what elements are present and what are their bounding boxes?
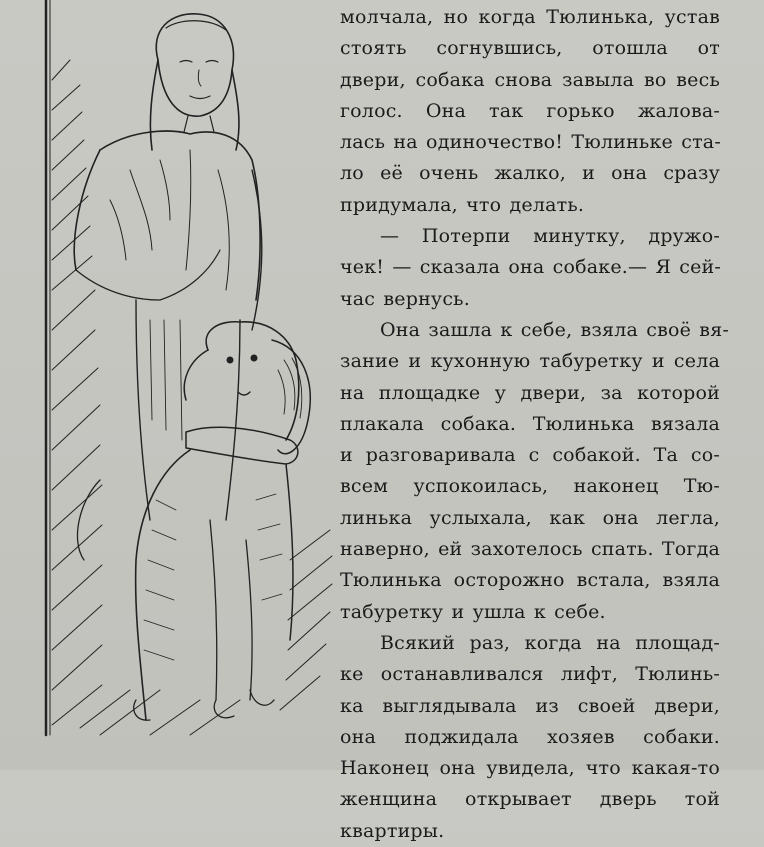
text-line: Она зашла к себе, взяла своё вя- [380, 318, 730, 341]
text-line: молчала, но когда Тюлинька, устав [340, 6, 720, 28]
text-line: Тюлинька осторожно встала, взяла [340, 569, 720, 592]
text-line: зание и кухонную табуретку и села [340, 350, 720, 373]
text-line: стоять согнувшись, отошла от [340, 37, 720, 60]
text-line: плакала собака. Тюлинька вязала [340, 412, 720, 435]
text-line: — Потерпи минутку, дружо- [380, 225, 720, 248]
text-line: табуретку и ушла к себе. [340, 600, 606, 623]
text-line: чек! — сказала она собаке.— Я сей- [340, 256, 722, 279]
text-line: ке останавливался лифт, Тюлинь- [340, 663, 720, 686]
girl-with-dog-illustration [40, 0, 340, 750]
text-line: ка выглядывала из своей двери, [340, 694, 720, 717]
text-line: лась на одиночество! Тюлиньке ста- [340, 131, 721, 154]
text-line: и разговаривала с собакой. Та со- [340, 444, 720, 467]
text-line: женщина открывает дверь той [340, 788, 720, 811]
text-line: всем успокоилась, наконец Тю- [340, 475, 720, 498]
text-line: на площадке у двери, за которой [340, 381, 720, 404]
story-text [340, 2, 730, 847]
text-line: квартиры. [340, 819, 445, 842]
text-line: линька услыхала, как она легла, [340, 506, 720, 529]
text-line: Всякий раз, когда на площад- [380, 631, 720, 654]
text-line: двери, собака снова завыла во весь [340, 68, 720, 91]
text-line: наверно, ей захотелось спать. Тогда [340, 538, 721, 561]
text-line: придумала, что делать. [340, 193, 585, 216]
text-line: голос. Она так горько жалова- [340, 99, 720, 122]
text-line: ло её очень жалко, и она сразу [340, 162, 720, 185]
text-line: она поджидала хозяев собаки. [340, 725, 720, 748]
text-line: час вернусь. [340, 287, 470, 310]
text-line: Наконец она увидела, что какая-то [340, 757, 720, 780]
